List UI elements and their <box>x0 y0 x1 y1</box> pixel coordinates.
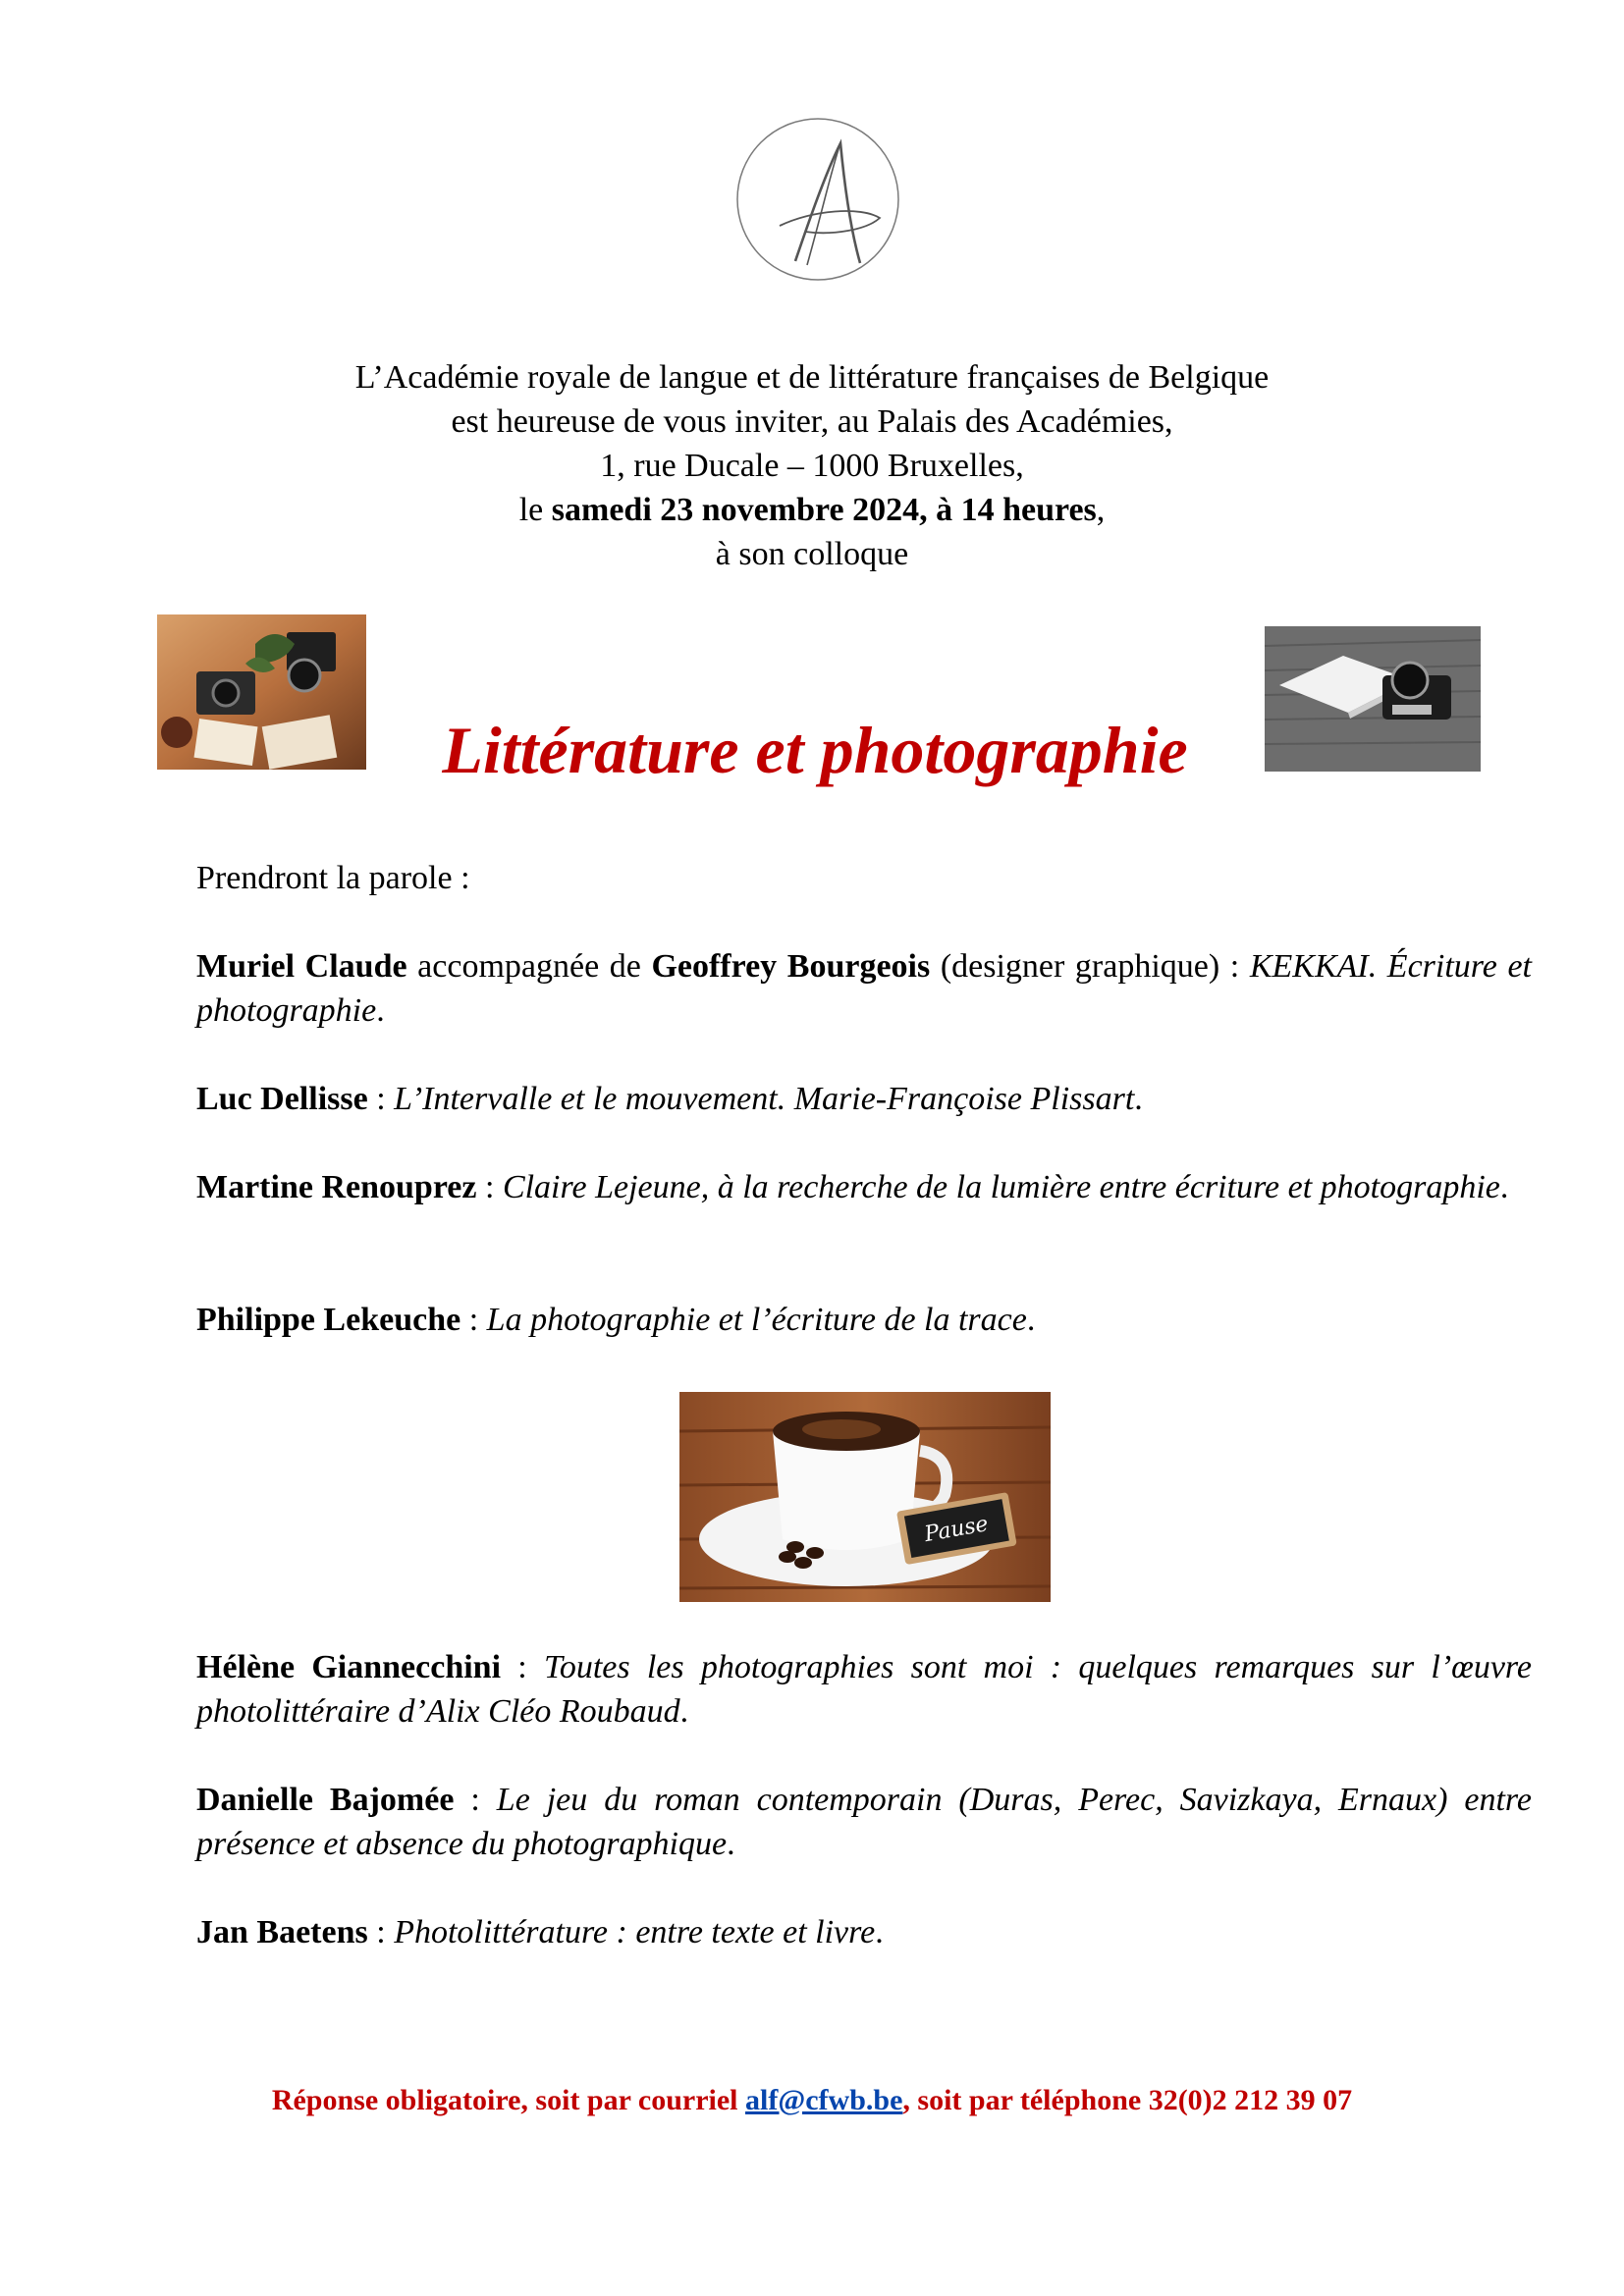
speaker-line <box>196 1645 1532 1734</box>
intro-line-2: est heureuse de vous inviter, au Palais des Académies, <box>451 403 1173 440</box>
intro-line-5: à son colloque <box>715 536 909 572</box>
speaker-name: Danielle Bajomée <box>196 1782 455 1818</box>
speaker-line <box>196 1910 1532 1954</box>
pause-label: Pause <box>922 1512 991 1548</box>
speaker-role: (designer graphique) : <box>930 948 1250 985</box>
intro-line-4-suffix: , <box>1096 492 1106 528</box>
speaker-sep: : <box>476 1169 503 1205</box>
talk-end: . <box>1499 1169 1509 1205</box>
intro-line-1: L’Académie royale de langue et de littérature françaises de Belgique <box>354 359 1270 396</box>
rsvp-suffix: , soit par téléphone 32(0)2 212 39 07 <box>902 2084 1353 2116</box>
speaker-name: Luc Dellisse <box>196 1081 368 1117</box>
speakers-heading <box>196 856 1532 900</box>
colloquium-title: Littérature et photographie <box>442 713 1188 787</box>
speaker-entry <box>196 1645 1532 1734</box>
talk-title: KEKKAI. Écriture et photographie <box>196 948 1532 1029</box>
talk-title: Le jeu du roman contemporain (Duras, Perec, Savizkaya, Ernaux) entre présence et absence du photographique <box>196 1782 1532 1862</box>
speaker-entry <box>196 944 1532 1033</box>
speaker-entry <box>196 1077 1532 1121</box>
speaker-sep: : <box>367 1081 395 1117</box>
speaker-entry <box>196 1910 1532 1954</box>
talk-title: L’Intervalle et le mouvement. Marie-Françoise Plissart <box>394 1081 1135 1117</box>
speaker-entry <box>196 1778 1532 1866</box>
speaker-sep: : <box>454 1782 497 1818</box>
speaker-sep: : <box>460 1302 487 1338</box>
talk-end: . <box>875 1914 884 1950</box>
speaker-entry <box>196 1298 1532 1342</box>
talk-end: . <box>1134 1081 1143 1117</box>
speaker-name: Martine Renouprez <box>196 1169 477 1205</box>
intro-line-4-prefix: le <box>518 492 552 528</box>
academie-logo <box>734 116 901 283</box>
vintage-cameras-photo <box>157 614 366 770</box>
speaker-sep: : <box>501 1649 545 1685</box>
speaker-line <box>196 1077 1532 1121</box>
talk-title: La photographie et l’écriture de la trace <box>486 1302 1027 1338</box>
speaker-name: Hélène Giannecchini <box>196 1649 502 1685</box>
speaker-line <box>196 1778 1532 1866</box>
talk-end: . <box>1026 1302 1036 1338</box>
speaker-sep: : <box>367 1914 395 1950</box>
speakers-heading-text: Prendront la parole : <box>196 860 470 896</box>
intro-line-3: 1, rue Ducale – 1000 Bruxelles, <box>600 448 1024 484</box>
talk-title: Toutes les photographies sont moi : quelques remarques sur l’œuvre photolittéraire d’Alix Cléo Roubaud <box>196 1649 1532 1730</box>
talk-title: Claire Lejeune, à la recherche de la lumière entre écriture et photographie <box>502 1169 1500 1205</box>
coffee-pause-photo <box>679 1392 1051 1602</box>
rsvp-prefix: Réponse obligatoire, soit par courriel <box>271 2084 746 2116</box>
speaker-name: Muriel Claude <box>196 948 407 985</box>
event-date: samedi 23 novembre 2024, à 14 heures <box>551 492 1097 528</box>
talk-title: Photolittérature : entre texte et livre <box>394 1914 876 1950</box>
rsvp-email-link[interactable]: alf@cfwb.be <box>745 2084 903 2116</box>
speaker-line <box>196 1165 1532 1209</box>
speaker-entry <box>196 1165 1532 1209</box>
speaker-name: Jan Baetens <box>196 1914 368 1950</box>
book-camera-photo <box>1265 626 1481 772</box>
speaker-name: Philippe Lekeuche <box>196 1302 461 1338</box>
talk-end: . <box>727 1826 735 1862</box>
speaker-line <box>196 1298 1532 1342</box>
talk-end: . <box>679 1693 689 1730</box>
rsvp-footer <box>0 2081 1624 2120</box>
intro-line-4 <box>0 488 1624 532</box>
talk-end: . <box>376 992 385 1029</box>
speaker-line <box>196 944 1532 1033</box>
invitation-intro <box>0 355 1624 576</box>
speaker-name-2: Geoffrey Bourgeois <box>651 948 931 985</box>
speaker-connector: accompagnée de <box>406 948 652 985</box>
